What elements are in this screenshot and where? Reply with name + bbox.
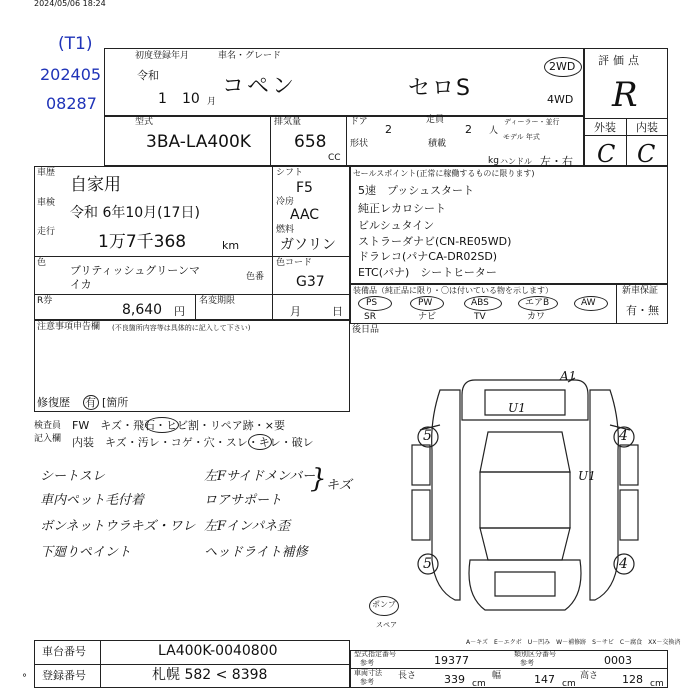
door-value: 2 xyxy=(385,123,392,136)
equip-airbag: エアB xyxy=(525,298,550,308)
brace-mark: } xyxy=(310,464,327,494)
displacement-label: 排気量 xyxy=(274,117,302,127)
inspector-label-2: 記入欄 xyxy=(34,434,62,444)
equipment-label: 装備品（純正品に限り・〇は付いている物を示します） xyxy=(353,286,553,295)
spare-label: スペア xyxy=(376,621,397,629)
model-no-label: 型式指定番号 xyxy=(354,650,396,658)
recycle-value: 8,640 xyxy=(122,302,163,318)
handwritten-note: ロアサポート xyxy=(204,493,283,508)
month-unit: 月 xyxy=(207,97,217,107)
divider xyxy=(100,640,101,688)
rear-window xyxy=(480,528,570,560)
load-label: 積載 xyxy=(428,139,447,149)
new-car-value: 有・無 xyxy=(626,304,659,317)
reg-label: 登録番号 xyxy=(42,669,86,682)
car-name: コペン xyxy=(222,74,298,99)
damage-legend: A－キズ E－エクボ U－凹み W－補修跡 S－サビ C－腐食 XX－交換済 xyxy=(466,639,681,646)
width-label: 幅 xyxy=(492,671,502,681)
capacity-label: 定員 xyxy=(426,115,445,125)
ref-label-3: 参考 xyxy=(360,678,374,686)
recycle-label: R券 xyxy=(37,296,53,306)
shape-label: 形状 xyxy=(350,139,369,149)
warranty-month: 月 xyxy=(290,305,301,318)
height-value: 128 xyxy=(622,673,643,686)
roof-panel xyxy=(480,472,570,528)
equip-navi: ナビ xyxy=(418,312,437,322)
shift-label: シフト xyxy=(276,168,304,178)
inspection-label: 車検 xyxy=(37,198,56,208)
dealer-label: ディーラー・並行 xyxy=(504,118,560,126)
sales-label: セールスポイント(正常に稼働するものに限ります) xyxy=(353,169,535,178)
handwritten-note: 左Fインパネ歪 xyxy=(204,519,291,534)
displacement-value: 658 xyxy=(294,132,327,152)
damage-mark: 4 xyxy=(619,556,628,572)
warranty-label: 名変期限 xyxy=(199,296,236,306)
damage-mark: U1 xyxy=(508,401,526,415)
bullet-icon: ° xyxy=(22,673,27,684)
left-front-door xyxy=(412,445,430,485)
inspector-row-2: 内装 キズ・汚レ・コゲ・穴・スレ・キレ・破レ xyxy=(72,436,314,449)
type-value: 3BA-LA400K xyxy=(146,132,251,152)
stamp-line1: (T1) xyxy=(58,34,93,54)
repair-label: 修復歴 xyxy=(37,396,70,409)
sales-point: ETC(パナ) シートヒーター xyxy=(358,266,497,279)
sales-point: 純正レカロシート xyxy=(358,202,446,215)
sales-point: ストラーダナビ(CN-RE05WD) xyxy=(358,235,512,248)
equip-tv: TV xyxy=(474,312,486,322)
repair-value: 有 xyxy=(85,396,96,409)
divider xyxy=(34,294,350,295)
inspector-circle xyxy=(248,434,272,450)
handwritten-note: キズ xyxy=(326,478,352,493)
left-side xyxy=(432,390,460,600)
grade: セロS xyxy=(408,76,472,101)
damage-mark: A1 xyxy=(560,369,577,383)
model-no-value: 19377 xyxy=(434,654,469,667)
color-value-2: イカ xyxy=(70,278,92,291)
divider xyxy=(584,135,668,136)
chassis-label: 車台番号 xyxy=(42,645,86,658)
length-value: 339 xyxy=(444,673,465,686)
grade-label: 評価点 xyxy=(598,54,643,67)
reg-year: 1 xyxy=(158,91,167,107)
history-label: 車歴 xyxy=(37,168,56,178)
handwritten-note: シートスレ xyxy=(40,469,105,484)
damage-mark: U1 xyxy=(578,469,596,483)
grade-value: R xyxy=(612,75,638,115)
equip-aw: AW xyxy=(581,298,596,308)
damage-mark: 5 xyxy=(423,556,432,572)
class-value: 0003 xyxy=(604,654,632,667)
color-value-1: ブリティッシュグリーンマ xyxy=(70,264,201,277)
type-label: 型式 xyxy=(135,117,154,127)
divider xyxy=(195,294,196,320)
inspector-circle xyxy=(145,417,179,433)
handwritten-note: ヘッドライト補修 xyxy=(204,545,308,560)
equip-abs: ABS xyxy=(471,298,489,308)
stamp-line2: 202405 xyxy=(40,65,102,84)
person-unit: 人 xyxy=(489,126,499,136)
left-rear-door xyxy=(412,490,430,540)
color-label: 色 xyxy=(37,258,47,268)
fuel-value: ガソリン xyxy=(280,237,336,253)
reg-value: 札幌 582 < 8398 xyxy=(152,667,268,683)
new-car-label: 新車保証 xyxy=(622,286,659,296)
dims-label: 車両寸法 xyxy=(354,669,382,677)
color-no-label: 色番 xyxy=(246,272,265,282)
notes-block xyxy=(34,320,350,412)
equip-ps: PS xyxy=(366,298,378,308)
ref-label-2: 参考 xyxy=(520,659,534,667)
divider xyxy=(34,256,350,257)
inspection-value: 令和 6年10月(17日) xyxy=(70,205,200,221)
fuel-label: 燃料 xyxy=(276,225,295,235)
sales-point: ドラレコ(パナCA-DR02SD) xyxy=(358,250,498,263)
notes-label: 注意事項申告欄 xyxy=(37,322,101,332)
kg-unit: kg xyxy=(488,156,499,166)
exterior-label: 外装 xyxy=(594,121,616,134)
pump-label: ポンプ xyxy=(372,600,396,609)
trunk-inner xyxy=(495,572,555,596)
mileage-value: 1万7千368 xyxy=(98,232,187,252)
mileage-label: 走行 xyxy=(37,227,56,237)
handle-label: ハンドル xyxy=(500,157,532,166)
interior-label: 内装 xyxy=(636,121,658,134)
reg-era: 令和 xyxy=(137,69,159,82)
handle-value: 左・右 xyxy=(540,155,573,168)
equip-sr: SR xyxy=(364,312,376,322)
divider xyxy=(34,664,350,665)
ref-label: 参考 xyxy=(360,659,374,667)
divider xyxy=(346,116,347,166)
divider xyxy=(626,118,627,166)
back-order-label: 後日品 xyxy=(352,325,380,335)
trunk-panel xyxy=(469,560,581,610)
notes-sub-label: (不良箇所内容等は具体的に記入して下さい) xyxy=(112,324,251,332)
exterior-value: C xyxy=(597,140,616,168)
length-label: 長さ xyxy=(398,671,417,681)
right-front-door xyxy=(620,445,638,485)
divider xyxy=(270,116,271,166)
handwritten-note: 下廻りペイント xyxy=(40,545,132,560)
color-code-label: 色コード xyxy=(276,258,313,268)
right-rear-door xyxy=(620,490,638,540)
class-label: 類別区分番号 xyxy=(514,650,556,658)
chassis-value: LA400K-0040800 xyxy=(158,643,278,659)
drive-4wd: 4WD xyxy=(547,93,574,106)
timestamp: 2024/05/06 18:24 xyxy=(34,0,106,8)
stamp-line3: 08287 xyxy=(46,94,97,113)
handwritten-note: 左Fサイドメンバー xyxy=(204,469,316,484)
windshield xyxy=(480,432,570,472)
inspector-row-1: FW キズ・飛石・ヒビ割・リペア跡・×要 xyxy=(72,419,285,432)
divider xyxy=(272,166,273,320)
warranty-day: 日 xyxy=(332,305,343,318)
door-label: ドア xyxy=(350,117,368,127)
km-unit: km xyxy=(222,239,240,252)
ac-label: 冷房 xyxy=(276,197,295,207)
damage-mark: 5 xyxy=(423,428,432,444)
sales-point: 5速 プッシュスタート xyxy=(358,184,475,197)
model-year-label: モデル 年式 xyxy=(503,133,540,141)
length-unit: cm xyxy=(472,679,486,689)
inspector-label-1: 検査員 xyxy=(34,421,62,431)
repair-suffix: [箇所 xyxy=(102,396,129,409)
cc-unit: CC xyxy=(328,153,341,163)
height-unit: cm xyxy=(650,679,664,689)
right-side xyxy=(590,390,618,600)
history-value: 自家用 xyxy=(70,175,121,195)
ac-value: AAC xyxy=(290,207,320,223)
handwritten-note: 車内ペット毛付着 xyxy=(40,493,145,508)
reg-month: 10 xyxy=(182,91,200,107)
equip-pw: PW xyxy=(418,298,433,308)
handwritten-note: ボンネットウラキズ・ワレ xyxy=(40,519,196,534)
yen-unit: 円 xyxy=(174,305,185,318)
first-reg-label: 初度登録年月 xyxy=(135,51,190,61)
car-diagram xyxy=(400,360,668,628)
model-label: 車名・グレード xyxy=(218,51,282,61)
width-value: 147 xyxy=(534,673,555,686)
width-unit: cm xyxy=(562,679,576,689)
capacity-value: 2 xyxy=(465,123,472,136)
damage-mark: 4 xyxy=(619,428,628,444)
color-code-value: G37 xyxy=(296,274,325,290)
sales-point: ビルシュタイン xyxy=(358,219,435,232)
drive-2wd: 2WD xyxy=(549,60,576,73)
equip-kawa: カワ xyxy=(527,312,546,322)
height-label: 高さ xyxy=(580,671,599,681)
shift-value: F5 xyxy=(296,180,313,196)
divider xyxy=(616,284,617,324)
divider xyxy=(350,668,668,669)
interior-value: C xyxy=(637,140,656,168)
